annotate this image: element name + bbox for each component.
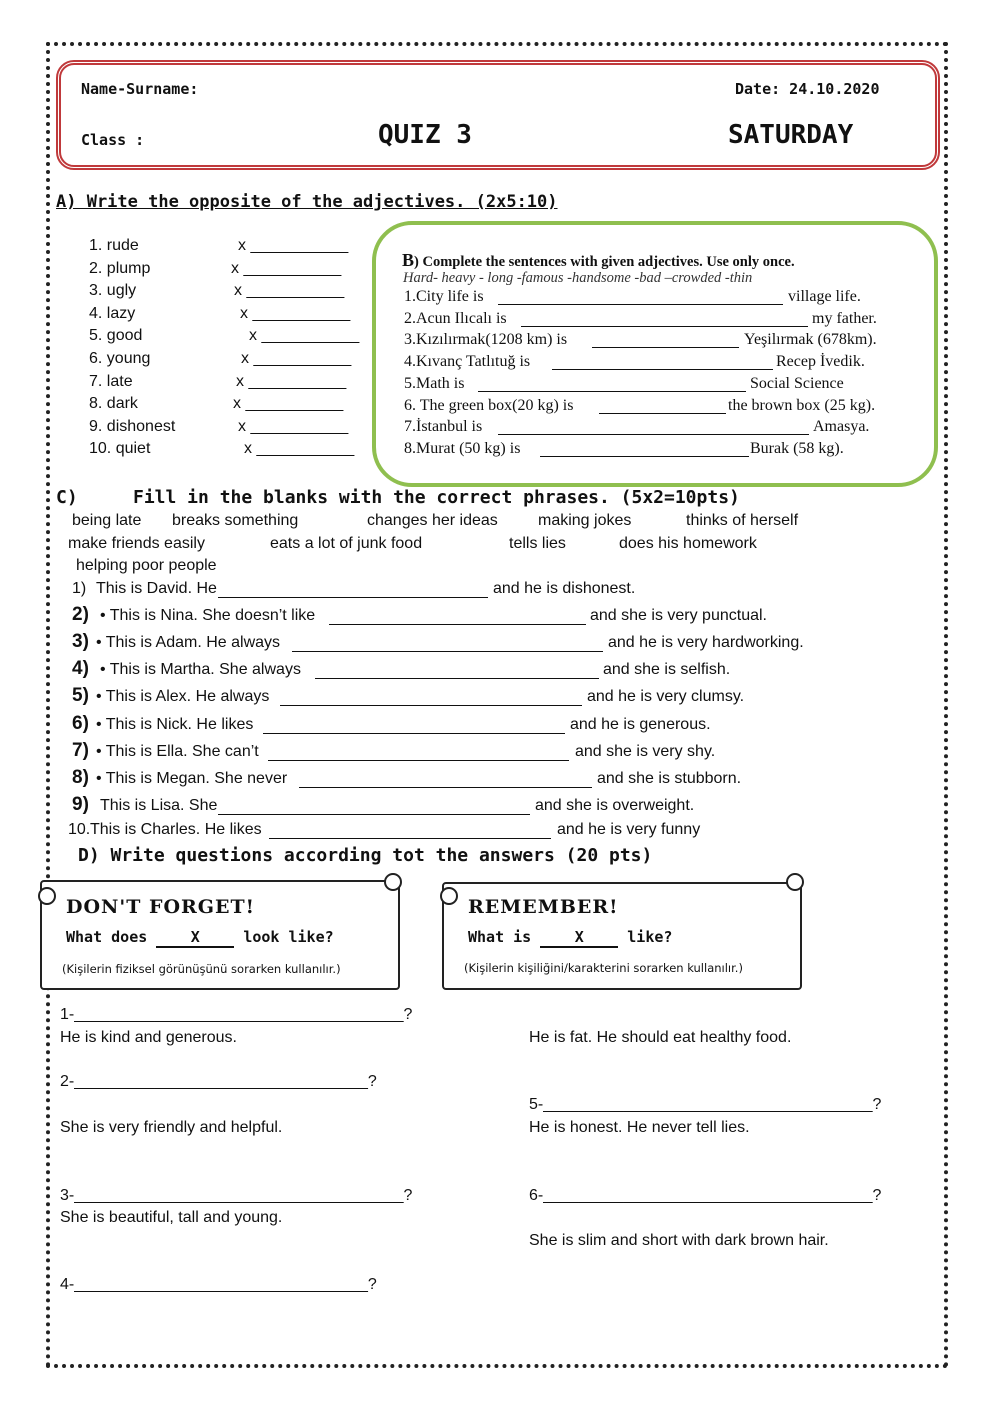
dont-forget-title: DON'T FORGET! bbox=[66, 896, 255, 918]
opposite-answer-line[interactable]: x ___________ bbox=[234, 282, 345, 300]
sentence-start: • This is Alex. He always bbox=[96, 688, 270, 705]
opposite-answer-line[interactable]: x ___________ bbox=[244, 440, 355, 458]
answer-blank[interactable] bbox=[478, 377, 746, 392]
adjective-label: 1. rude bbox=[89, 237, 139, 254]
note-question-x: X bbox=[156, 928, 234, 948]
sentence-start: This is Lisa. She bbox=[100, 797, 218, 814]
question-1-line[interactable]: 1-_____________________________________? bbox=[60, 1006, 413, 1023]
sentence-end: and he is generous. bbox=[570, 716, 711, 733]
answer-3: She is beautiful, tall and young. bbox=[60, 1209, 283, 1226]
sentence-start: • This is Adam. He always bbox=[96, 634, 281, 651]
section-b-letter: B bbox=[402, 250, 415, 270]
answer-5: He is honest. He never tell lies. bbox=[529, 1119, 750, 1136]
opposite-answer-line[interactable]: x ___________ bbox=[238, 417, 349, 435]
sentence-end: and she is stubborn. bbox=[597, 770, 742, 787]
section-b-title bbox=[402, 250, 795, 271]
sentence-end: Amasya. bbox=[813, 418, 870, 436]
sentence-start: 5.Math is bbox=[404, 374, 465, 392]
phrase-option: breaks something bbox=[172, 512, 299, 529]
answer-blank[interactable] bbox=[292, 637, 603, 652]
sentence-end: Social Science bbox=[750, 374, 844, 392]
scroll-curl-icon bbox=[786, 873, 804, 891]
section-c-letter: C) bbox=[56, 487, 78, 508]
phrase-option: making jokes bbox=[538, 512, 632, 529]
sentence-end: my father. bbox=[812, 309, 877, 327]
answer-blank[interactable] bbox=[218, 583, 488, 598]
sentence-end: and he is dishonest. bbox=[493, 580, 636, 597]
sentence-end: village life. bbox=[788, 288, 861, 305]
answer-blank[interactable] bbox=[218, 800, 530, 815]
name-surname-label: Name-Surname: bbox=[81, 80, 199, 98]
remember-question bbox=[468, 928, 672, 948]
phrase-option: being late bbox=[72, 512, 142, 529]
sentence-end: and she is overweight. bbox=[535, 797, 695, 814]
sentence-end: and he is very clumsy. bbox=[587, 688, 745, 705]
question-2-line[interactable]: 2-_________________________________? bbox=[60, 1073, 377, 1090]
adjective-label: 9. dishonest bbox=[89, 417, 176, 435]
adjective-label: 4. lazy bbox=[89, 304, 136, 322]
answer-blank[interactable] bbox=[280, 691, 582, 706]
phrase-option: does his homework bbox=[619, 535, 757, 552]
opposite-answer-line[interactable]: x ___________ bbox=[241, 350, 352, 367]
section-a-title: A) Write the opposite of the adjectives. (2x5:10) bbox=[56, 192, 558, 212]
sentence-start: 3.Kızılırmak(1208 km) is bbox=[404, 331, 568, 349]
sentence-end: and she is very punctual. bbox=[590, 607, 767, 624]
answer-2: She is very friendly and helpful. bbox=[60, 1119, 283, 1136]
item-number: 3) bbox=[72, 631, 89, 652]
opposite-answer-line[interactable]: x ___________ bbox=[240, 304, 351, 322]
answer-6: She is slim and short with dark brown hair. bbox=[529, 1232, 829, 1249]
section-d-title: D) Write questions according tot the answers (20 pts) bbox=[78, 845, 653, 866]
answer-blank[interactable] bbox=[498, 290, 783, 305]
scroll-curl-icon bbox=[440, 887, 458, 905]
phrase-option: changes her ideas bbox=[367, 512, 498, 529]
adjective-label: 8. dark bbox=[89, 395, 138, 413]
note-question-x: X bbox=[540, 928, 618, 948]
sentence-start: 7.İstanbul is bbox=[404, 418, 483, 436]
opposite-answer-line[interactable]: x ___________ bbox=[231, 259, 342, 277]
answer-blank[interactable] bbox=[540, 442, 749, 457]
answer-blank[interactable] bbox=[299, 773, 592, 788]
sentence-end: the brown box (25 kg). bbox=[728, 396, 876, 414]
question-5-line[interactable]: 5-_____________________________________? bbox=[529, 1096, 882, 1113]
phrase-option: thinks of herself bbox=[686, 512, 799, 529]
sentence-start: • This is Nick. He likes bbox=[96, 716, 254, 733]
sentence-end: Yeşilırmak (678km). bbox=[744, 331, 877, 349]
answer-blank[interactable] bbox=[592, 333, 739, 348]
adjective-label: 2. plump bbox=[89, 259, 151, 277]
answer-blank[interactable] bbox=[315, 664, 599, 679]
note-question-end: look like? bbox=[243, 928, 334, 946]
sentence-start: 1.City life is bbox=[404, 288, 484, 305]
sentence-end: and she is selfish. bbox=[603, 661, 731, 678]
opposite-answer-line[interactable]: x ___________ bbox=[238, 237, 349, 254]
sentence-start: 8.Murat (50 kg) is bbox=[404, 439, 521, 457]
sentence-start: This is Charles. He likes bbox=[90, 821, 262, 838]
dont-forget-question bbox=[66, 928, 334, 948]
answer-1: He is kind and generous. bbox=[60, 1029, 237, 1046]
sentence-start: 4.Kıvanç Tatlıtuğ is bbox=[404, 353, 531, 371]
answer-blank[interactable] bbox=[498, 420, 809, 435]
answer-blank[interactable] bbox=[599, 399, 726, 414]
sentence-end: and she is very shy. bbox=[575, 743, 716, 760]
adjective-label: 3. ugly bbox=[89, 282, 137, 300]
sentence-start: 6. The green box(20 kg) is bbox=[404, 396, 574, 414]
item-number: 1) bbox=[72, 580, 87, 597]
scroll-curl-icon bbox=[384, 873, 402, 891]
answer-blank[interactable] bbox=[268, 746, 569, 761]
answer-blank[interactable] bbox=[552, 355, 773, 370]
scroll-curl-icon bbox=[38, 887, 56, 905]
opposite-answer-line[interactable]: x ___________ bbox=[233, 395, 344, 413]
note-question-start: What does bbox=[66, 928, 148, 946]
phrase-option: helping poor people bbox=[76, 557, 217, 574]
sentence-end: and he is very hardworking. bbox=[608, 634, 804, 651]
adjective-label: 7. late bbox=[89, 372, 133, 390]
sentence-start: • This is Martha. She always bbox=[100, 661, 301, 678]
adjective-label: 6. young bbox=[89, 350, 151, 367]
question-4-line[interactable]: 4-_________________________________? bbox=[60, 1276, 377, 1293]
quiz-title: QUIZ 3 bbox=[378, 120, 472, 150]
answer-blank[interactable] bbox=[269, 824, 551, 839]
section-b-word-bank: Hard- heavy - long -famous -handsome -bad –crowded -thin bbox=[403, 270, 753, 286]
adjective-label: 10. quiet bbox=[89, 440, 151, 458]
class-label: Class : bbox=[81, 131, 145, 149]
section-c-title: Fill in the blanks with the correct phrases. (5x2=10pts) bbox=[133, 487, 740, 508]
remember-hint: (Kişilerin kişiliğini/karakterini sorarken kullanılır.) bbox=[464, 961, 743, 975]
opposite-answer-line[interactable]: x ___________ bbox=[236, 372, 347, 390]
header-box bbox=[56, 60, 940, 170]
adjective-label: 5. good bbox=[89, 327, 143, 345]
phrase-option: eats a lot of junk food bbox=[270, 535, 423, 552]
date-label: Date: 24.10.2020 bbox=[735, 80, 880, 98]
opposite-answer-line[interactable]: x ___________ bbox=[249, 327, 360, 345]
section-b-instruction: ) Complete the sentences with given adjectives. Use only once. bbox=[414, 254, 795, 270]
day-title: SATURDAY bbox=[728, 120, 854, 150]
dont-forget-hint: (Kişilerin fiziksel görünüşünü sorarken kullanılır.) bbox=[62, 962, 341, 976]
answer-blank[interactable] bbox=[521, 312, 808, 327]
note-question-start: What is bbox=[468, 928, 532, 946]
sentence-end: Recep İvedik. bbox=[776, 353, 865, 371]
item-number: 2) bbox=[72, 604, 89, 625]
sentence-end: and he is very funny bbox=[557, 821, 701, 838]
note-question-end: like? bbox=[627, 928, 673, 946]
answer-blank[interactable] bbox=[263, 719, 565, 734]
question-6-line[interactable]: 6-_____________________________________? bbox=[529, 1187, 882, 1204]
sentence-end: Burak (58 kg). bbox=[750, 439, 844, 457]
sentence-start: 2.Acun Ilıcalı is bbox=[404, 309, 507, 327]
answer-blank[interactable] bbox=[329, 610, 586, 625]
item-number: 9) bbox=[72, 794, 89, 815]
phrase-option: make friends easily bbox=[68, 535, 205, 552]
item-number: 10. bbox=[68, 821, 91, 838]
sentence-start: This is David. He bbox=[96, 580, 217, 597]
item-number: 8) bbox=[72, 767, 89, 788]
sentence-start: • This is Nina. She doesn’t like bbox=[100, 607, 316, 624]
answer-fat: He is fat. He should eat healthy food. bbox=[529, 1029, 792, 1046]
sentence-start: • This is Megan. She never bbox=[96, 770, 288, 787]
phrase-option: tells lies bbox=[509, 535, 566, 552]
question-3-line[interactable]: 3-_____________________________________? bbox=[60, 1187, 413, 1204]
item-number: 6) bbox=[72, 713, 89, 734]
item-number: 7) bbox=[72, 740, 89, 761]
item-number: 5) bbox=[72, 685, 89, 706]
sentence-start: • This is Ella. She can’t bbox=[96, 743, 259, 760]
remember-title: REMEMBER! bbox=[468, 896, 619, 918]
item-number: 4) bbox=[72, 658, 89, 679]
